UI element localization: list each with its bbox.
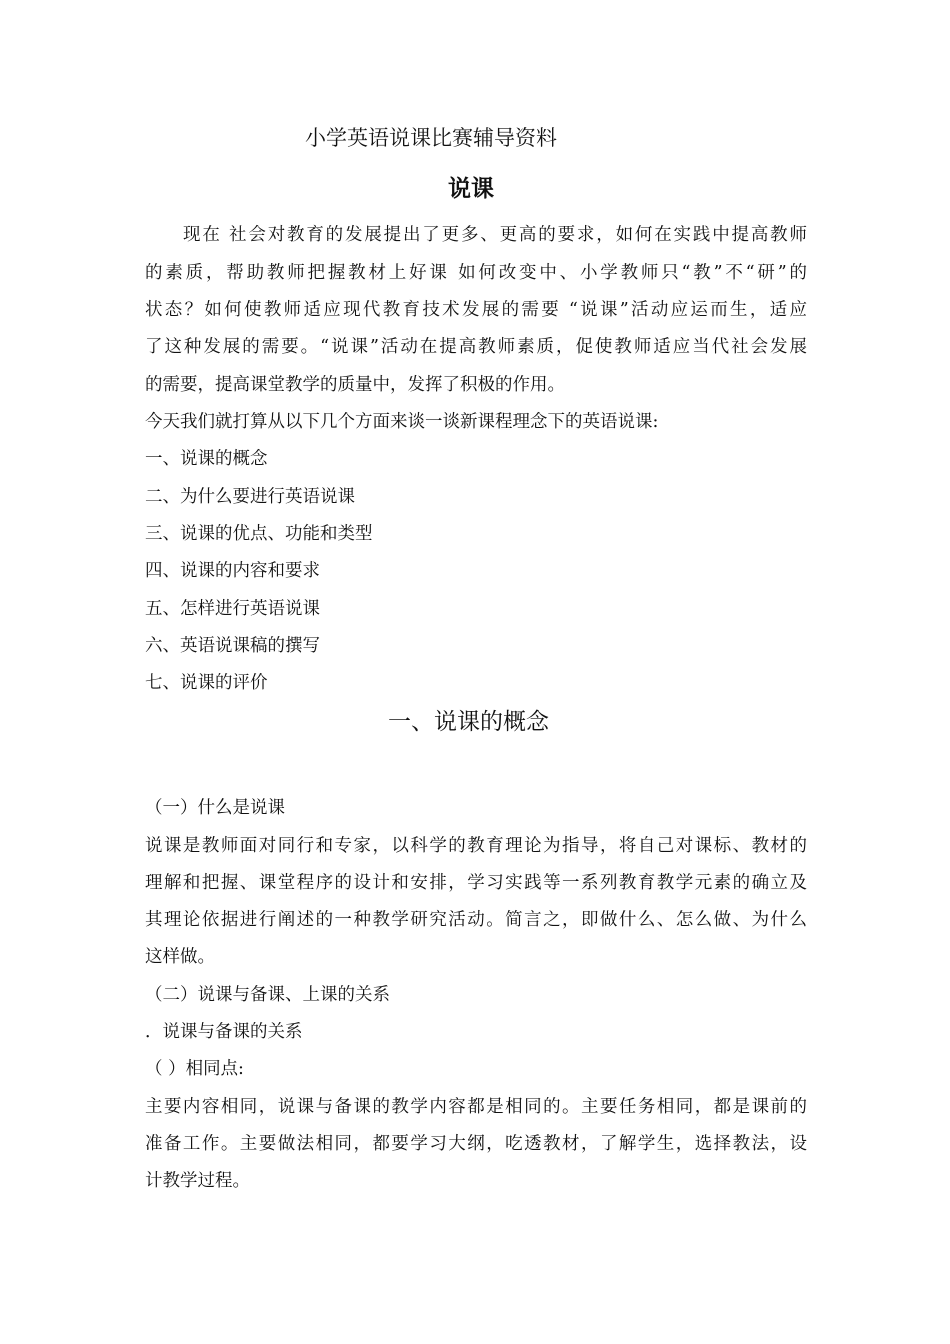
list-point: （ ）相同点:	[145, 1059, 244, 1079]
body-line: 理解和把握、课堂程序的设计和安排，学习实践等一系列教育教学元素的确立及	[145, 873, 807, 893]
intro-line: 了这种发展的需要。“说课”活动在提高教师素质，促使教师适应当代社会发展	[145, 337, 807, 357]
toc-item: 五、怎样进行英语说课	[145, 599, 320, 619]
intro-line: 现在 社会对教育的发展提出了更多、更高的要求，如何在实践中提高教师	[183, 225, 807, 245]
document-subtitle: 说课	[448, 175, 494, 202]
toc-item: 三、说课的优点、功能和类型	[145, 524, 373, 544]
document-title: 小学英语说课比赛辅导资料	[305, 126, 557, 150]
body-line: 计教学过程。	[145, 1171, 250, 1191]
plan-line: 今天我们就打算从以下几个方面来谈一谈新课程理念下的英语说课:	[145, 412, 659, 432]
body-line: 这样做。	[145, 947, 215, 967]
subsection-heading: （一）什么是说课	[145, 798, 285, 818]
toc-item: 七、说课的评价	[145, 673, 268, 693]
toc-item: 四、说课的内容和要求	[145, 561, 320, 581]
subsection-heading: （二）说课与备课、上课的关系	[145, 985, 390, 1005]
section-heading: 一、说课的概念	[388, 709, 549, 735]
body-line: 其理论依据进行阐述的一种教学研究活动。简言之，即做什么、怎么做、为什么	[145, 910, 807, 930]
intro-line: 的素质，帮助教师把握教材上好课 如何改变中、小学教师只“教”不“研”的	[145, 263, 807, 283]
body-line: 主要内容相同，说课与备课的教学内容都是相同的。主要任务相同，都是课前的	[145, 1097, 807, 1117]
intro-line: 状态？如何使教师适应现代教育技术发展的需要 “说课”活动应运而生，适应	[145, 300, 807, 320]
body-line: 说课是教师面对同行和专家，以科学的教育理论为指导，将自己对课标、教材的	[145, 836, 807, 856]
toc-item: 六、英语说课稿的撰写	[145, 636, 320, 656]
toc-item: 二、为什么要进行英语说课	[145, 487, 355, 507]
list-item: ．说课与备课的关系	[145, 1022, 303, 1042]
toc-item: 一、说课的概念	[145, 449, 268, 469]
intro-line: 的需要，提高课堂教学的质量中，发挥了积极的作用。	[145, 375, 565, 395]
body-line: 准备工作。主要做法相同，都要学习大纲，吃透教材，了解学生，选择教法，设	[145, 1134, 807, 1154]
